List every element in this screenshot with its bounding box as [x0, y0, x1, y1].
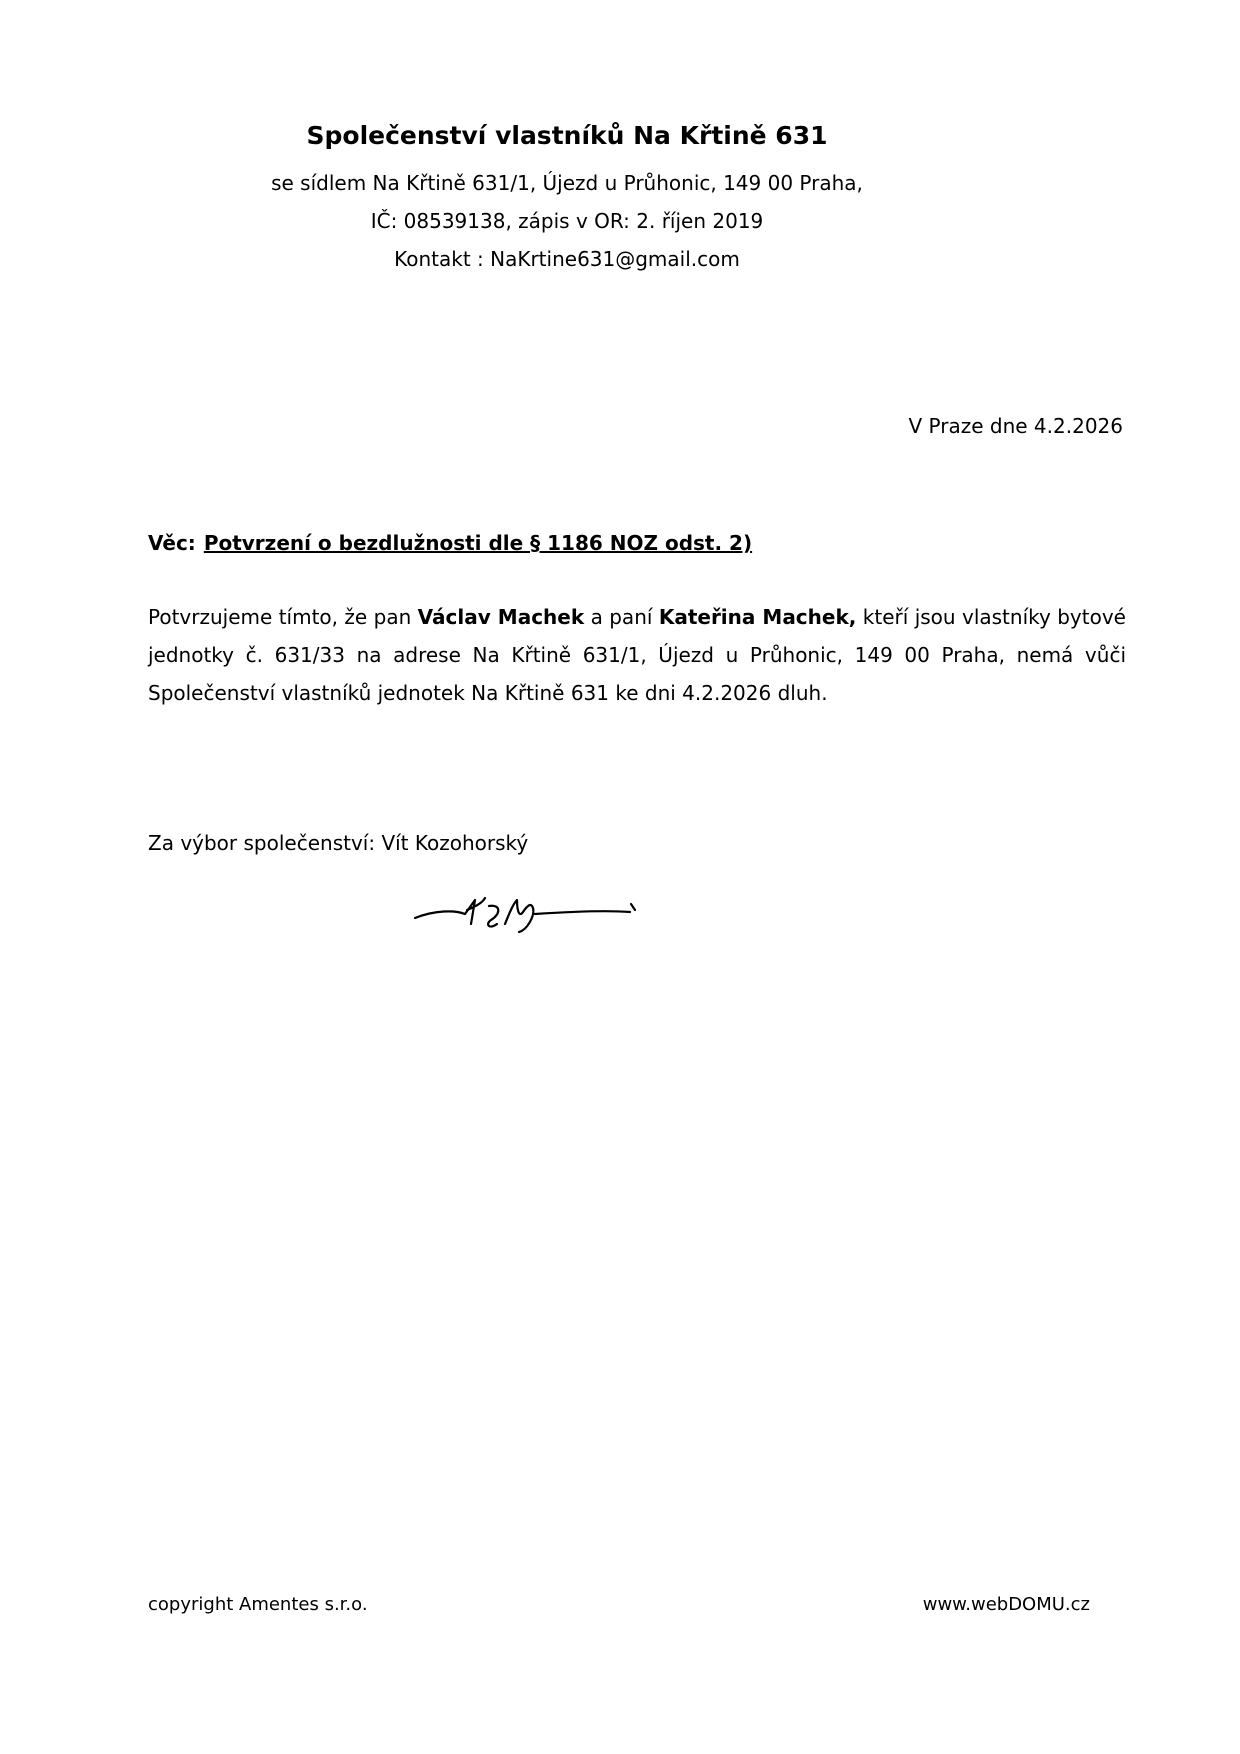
body-connector: a paní — [590, 605, 653, 629]
owner-name-1: Václav Machek — [417, 605, 585, 629]
organization-registration: IČ: 08539138, zápis v OR: 2. říjen 2019 — [370, 209, 764, 233]
confirmation-paragraph — [148, 598, 1126, 712]
body-rest: kteří jsou vlastníky bytové jednotky č. 631/33 na adrese Na Křtině 631/1, Újezd u Průhonic, 149 00 Praha, nemá vůči Společenství vlastníků jednotek Na Křtině 631 ke dni 4.2.2026 dluh. — [148, 605, 1126, 705]
organization-name: Společenství vlastníků Na Křtině 631 — [306, 121, 828, 150]
letterhead — [0, 120, 1134, 278]
footer-website: www.webDOMU.cz — [922, 1594, 1090, 1615]
committee-signatory: Za výbor společenství: Vít Kozohorský — [148, 831, 529, 855]
organization-address: se sídlem Na Křtině 631/1, Újezd u Průhonic, 149 00 Praha, — [271, 171, 863, 195]
subject-line — [148, 530, 752, 556]
footer-copyright: copyright Amentes s.r.o. — [148, 1594, 368, 1615]
owner-name-2: Kateřina Machek, — [658, 605, 857, 629]
handwritten-signature — [405, 880, 645, 940]
organization-contact: Kontakt : NaKrtine631@gmail.com — [394, 247, 740, 271]
place-and-date: V Praze dne 4.2.2026 — [908, 414, 1123, 438]
body-intro: Potvrzujeme tímto, že pan — [148, 605, 412, 629]
subject-text: Potvrzení o bezdlužnosti dle § 1186 NOZ odst. 2) — [203, 531, 753, 555]
subject-label: Věc: — [148, 531, 196, 555]
